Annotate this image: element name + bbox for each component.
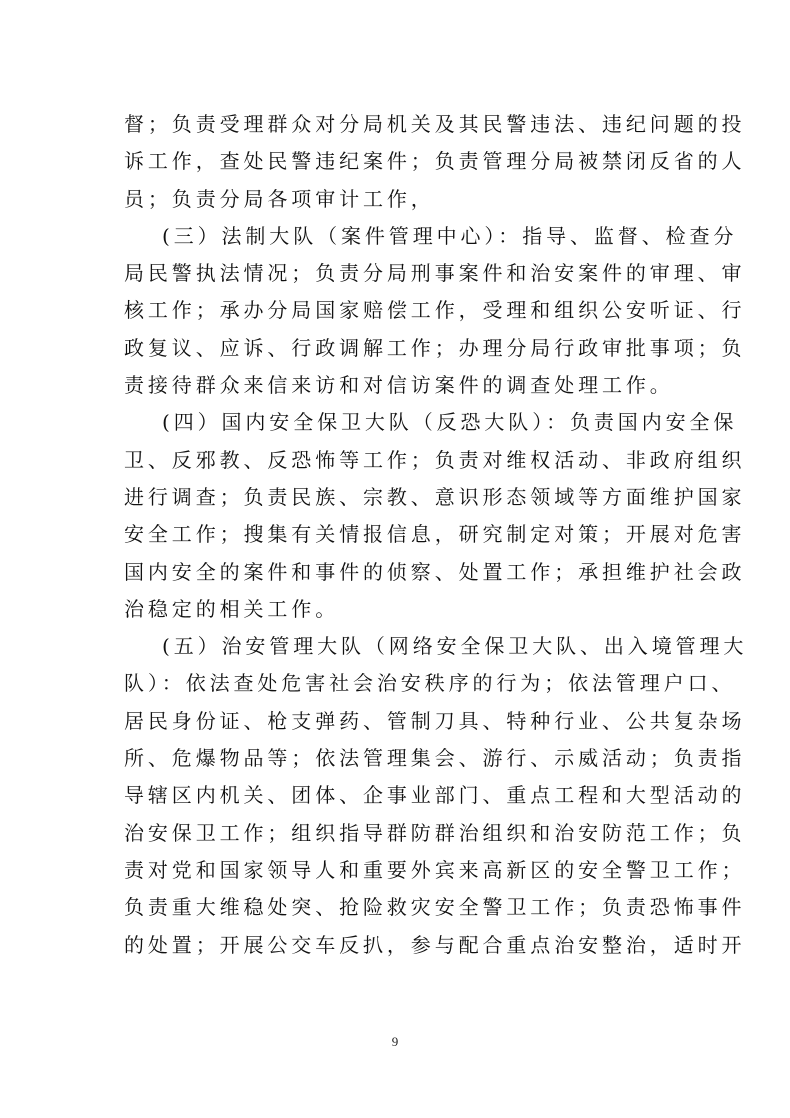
text-line: 政复议、应诉、行政调解工作；办理分局行政审批事项；负 xyxy=(124,335,746,360)
text-line: (三）法制大队（案件管理中心）：指导、监督、检查分 xyxy=(162,223,738,248)
paragraph-public-order-brigade xyxy=(124,628,748,964)
text-line: (四）国内安全保卫大队（反恐大队）：负责国内安全保 xyxy=(162,410,738,435)
text-line: 所、危爆物品等；依法管理集会、游行、示威活动；负责指 xyxy=(124,746,746,771)
text-line: 治安保卫工作；组织指导群防群治组织和治安防范工作；负 xyxy=(124,820,746,845)
text-line: 局民警执法情况；负责分局刑事案件和治安案件的审理、审 xyxy=(124,261,746,286)
text-line: 的处置；开展公交车反扒，参与配合重点治安整治，适时开 xyxy=(124,932,746,957)
text-line: 核工作；承办分局国家赔偿工作，受理和组织公安听证、行 xyxy=(124,298,746,323)
text-line: 导辖区内机关、团体、企事业部门、重点工程和大型活动的 xyxy=(124,783,746,808)
text-line: 责接待群众来信来访和对信访案件的调查处理工作。 xyxy=(124,373,674,398)
text-line: 诉工作，查处民警违纪案件；负责管理分局被禁闭反省的人 xyxy=(124,149,746,174)
text-line: 督；负责受理群众对分局机关及其民警违法、违纪问题的投 xyxy=(124,112,746,136)
text-line: 卫、反邪教、反恐怖等工作；负责对维权活动、非政府组织 xyxy=(124,447,746,472)
text-line: 员；负责分局各项审计工作， xyxy=(124,186,435,211)
text-line: 负责重大维稳处突、抢险救灾安全警卫工作；负责恐怖事件 xyxy=(124,895,746,920)
text-line: 安全工作；搜集有关情报信息，研究制定对策；开展对危害 xyxy=(124,522,746,547)
text-line: 责对党和国家领导人和重要外宾来高新区的安全警卫工作； xyxy=(124,857,746,882)
text-line: 进行调查；负责民族、宗教、意识形态领域等方面维护国家 xyxy=(124,484,746,509)
document-body xyxy=(124,106,748,964)
paragraph-security-brigade xyxy=(124,404,746,628)
text-line: (五）治安管理大队（网络安全保卫大队、出入境管理大 xyxy=(162,634,748,659)
paragraph-legal-brigade xyxy=(124,218,746,404)
page-number: 9 xyxy=(391,1034,399,1049)
text-line: 治稳定的相关工作。 xyxy=(124,596,340,621)
text-line: 队）：依法查处危害社会治安秩序的行为；依法管理户口、 xyxy=(124,671,736,696)
text-line: 居民身份证、枪支弹药、管制刀具、特种行业、公共复杂场 xyxy=(124,708,746,733)
text-line: 国内安全的案件和事件的侦察、处置工作；承担维护社会政 xyxy=(124,559,746,584)
paragraph-1 xyxy=(124,106,746,218)
